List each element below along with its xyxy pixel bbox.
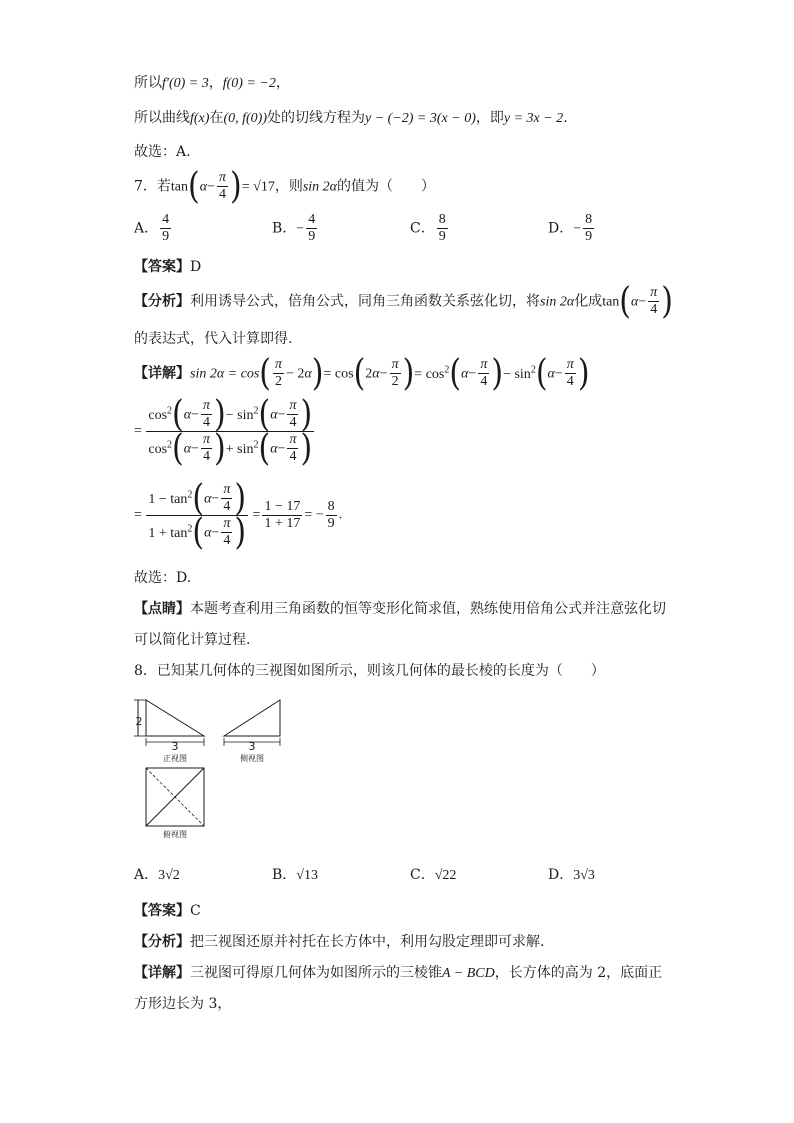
solution-line-1: 所以f′(0) = 3，f(0) = −2，: [134, 75, 290, 91]
front-view-caption: 正视图: [163, 754, 187, 763]
q8-option-a: A．3√2: [134, 867, 180, 883]
q7-option-d: D．− $\frac{8}{9}$: [548, 212, 593, 244]
q7-question: 7．若tan(α− $\frac{\pi}{4}$ )= √17，则sin 2α的值为（ ）: [134, 164, 436, 207]
q7-comment-1: 【点睛】本题考查利用三角函数的恒等变形化简求值，熟练使用倍角公式并注意弦化切: [134, 601, 666, 617]
front-view: [134, 700, 204, 763]
top-view: [146, 768, 204, 839]
q7-detail-1: 【详解】sin 2α = cos( $\frac{\pi}{2}$ − 2α)= cos(2α− $\frac{\pi}{2}$ )= $\cos^2(\alpha-$ $\frac{\pi}{4}$ )− $\sin^2(\alpha-$ $\frac{\pi}{4}$ ): [134, 351, 590, 394]
q7-analysis-2: 的表达式，代入计算即得.: [134, 331, 293, 347]
side-width-label: 3: [248, 740, 256, 753]
q8-detail-2: 方形边长为 3，: [134, 996, 232, 1012]
q8-option-d: D．3√3: [548, 867, 595, 883]
solution-line-3: 故选：A.: [134, 144, 191, 160]
q7-option-a: A． $\frac{4}{9}$: [134, 212, 170, 244]
q8-option-c: C．√22: [410, 867, 457, 883]
q8-question: 8．已知某几何体的三视图如图所示，则该几何体的最长棱的长度为（ ）: [134, 663, 605, 679]
q7-answer: 【答案】D: [134, 259, 202, 275]
q7-option-b: B．− $\frac{4}{9}$: [272, 212, 316, 244]
q7-conclusion: 故选：D.: [134, 570, 192, 586]
q7-analysis: 【分析】利用诱导公式，倍角公式，同角三角函数关系弦化切，将sin 2α化成tan(α− $\frac{\pi}{4}$ ): [134, 279, 674, 322]
q8-answer: 【答案】C: [134, 903, 201, 919]
front-height-label: 2: [135, 715, 143, 728]
top-view-caption: 俯视图: [163, 830, 187, 839]
q7-detail-2: = $\cos^2(\alpha-$ $\frac{\pi}{4}$ )− $\sin^2(\alpha-$ $\frac{\pi}{4}$ ) $\cos^2(\alpha-$ $\frac{\pi}{4}$ )+ $\sin^2(\alpha-$ $\frac{\pi}{4}$ ): [134, 392, 313, 469]
q8-option-b: B．√13: [272, 867, 318, 883]
q7-option-c: C． $\frac{8}{9}$: [410, 212, 446, 244]
q7-comment-2: 可以简化计算过程.: [134, 632, 251, 648]
side-view-caption: 侧视图: [240, 754, 264, 763]
front-width-label: 3: [171, 740, 179, 753]
three-view-figure: [128, 692, 298, 842]
solution-line-2: 所以曲线f(x)在(0, f(0))处的切线方程为y − (−2) = 3(x − 0)，即y = 3x − 2.: [134, 110, 568, 126]
q8-analysis: 【分析】把三视图还原并衬托在长方体中，利用勾股定理即可求解.: [134, 934, 545, 950]
side-view: [224, 700, 280, 763]
q8-detail-1: 【详解】三视图可得原几何体为如图所示的三棱锥A − BCD，长方体的高为 2，底面正: [134, 965, 663, 981]
q7-detail-3: = $1 - \tan^2(\alpha-$ $\frac{\pi}{4}$ ) $1 + \tan^2(\alpha-$ $\frac{\pi}{4}$ ) = $\frac{1 - 17}{1 + 17}$ = − $\frac{8}{9}$ .: [134, 476, 343, 553]
